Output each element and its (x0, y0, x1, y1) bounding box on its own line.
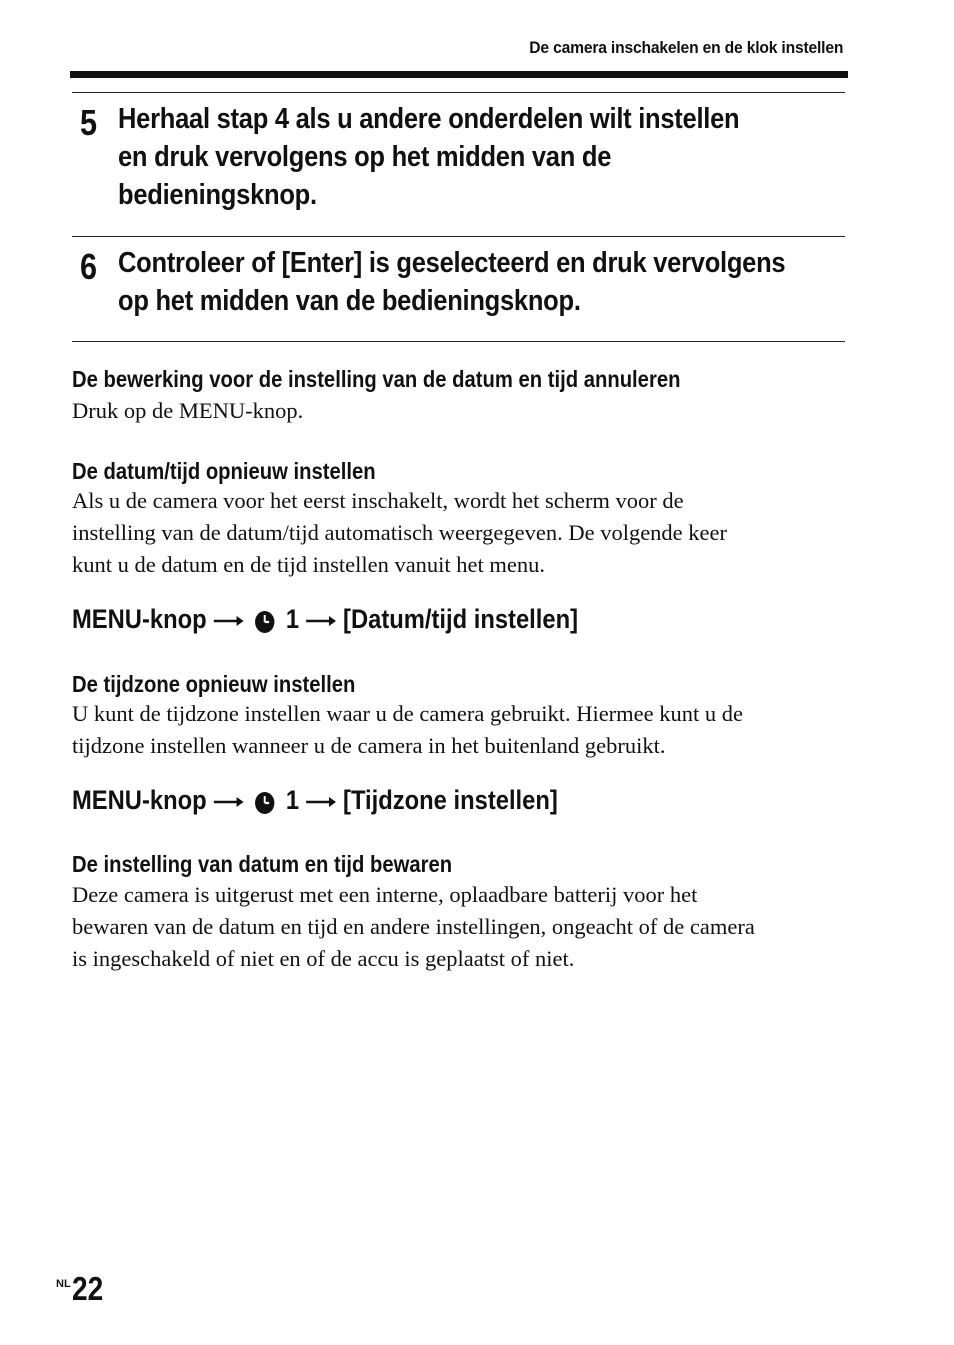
menu-tab-number: 1 (285, 785, 300, 815)
section-heading: De bewerking voor de instelling van de datum en tijd annuleren (72, 366, 681, 392)
section-text: is ingeschakeld of niet en of de accu is geplaatst of niet. (72, 946, 575, 971)
step-number: 5 (80, 102, 98, 143)
menu-start: MENU-knop (72, 604, 207, 634)
section-text: U kunt de tijdzone instellen waar u de camera gebruikt. Hiermee kunt u de (72, 701, 744, 726)
step-divider (72, 92, 845, 93)
step-divider (72, 341, 845, 342)
step-line: op het midden van de bedieningsknop. (118, 285, 581, 317)
step-line: Herhaal stap 4 als u andere onderdelen wilt instellen (118, 103, 740, 135)
header-rule (70, 71, 848, 78)
language-code: NL (56, 1278, 71, 1290)
section-text: tijdzone instellen wanneer u de camera in het buitenland gebruikt. (72, 733, 666, 758)
step-6 (72, 244, 847, 336)
section-text: Als u de camera voor het eerst inschakelt, wordt het scherm voor de (72, 488, 684, 513)
step-number: 6 (80, 246, 98, 287)
menu-target: [Tijdzone instellen] (343, 785, 558, 815)
section-text: Druk op de MENU-knop. (72, 398, 304, 423)
section-text: instelling van de datum/tijd automatisch weergegeven. De volgende keer (72, 520, 728, 545)
section-text: Deze camera is uitgerust met een interne, oplaadbare batterij voor het (72, 882, 698, 907)
arrow-right-icon (214, 796, 244, 808)
menu-path-datum (72, 603, 578, 635)
arrow-right-icon (306, 796, 336, 808)
arrow-right-icon (306, 615, 336, 627)
running-header: De camera inschakelen en de klok instellen (529, 38, 843, 57)
step-divider (72, 236, 845, 237)
section-text: kunt u de datum en de tijd instellen vanuit het menu. (72, 552, 546, 577)
section-heading: De instelling van datum en tijd bewaren (72, 851, 453, 877)
page-number-value: 22 (71, 1270, 103, 1307)
section-heading: De tijdzone opnieuw instellen (72, 671, 356, 697)
menu-tab-number: 1 (285, 604, 300, 634)
section-text: bewaren van de datum en tijd en andere instellingen, ongeacht of de camera (72, 914, 755, 939)
clock-settings-icon (254, 791, 275, 815)
page-number (56, 1270, 108, 1308)
clock-settings-icon (254, 610, 275, 634)
arrow-right-icon (214, 615, 244, 627)
step-line: Controleer of [Enter] is geselecteerd en druk vervolgens (118, 247, 786, 279)
step-5 (72, 100, 847, 232)
step-line: en druk vervolgens op het midden van de (118, 141, 612, 173)
menu-start: MENU-knop (72, 785, 207, 815)
menu-path-tijdzone (72, 784, 558, 816)
section-heading: De datum/tijd opnieuw instellen (72, 458, 376, 484)
step-line: bedieningsknop. (118, 179, 317, 211)
menu-target: [Datum/tijd instellen] (343, 604, 579, 634)
